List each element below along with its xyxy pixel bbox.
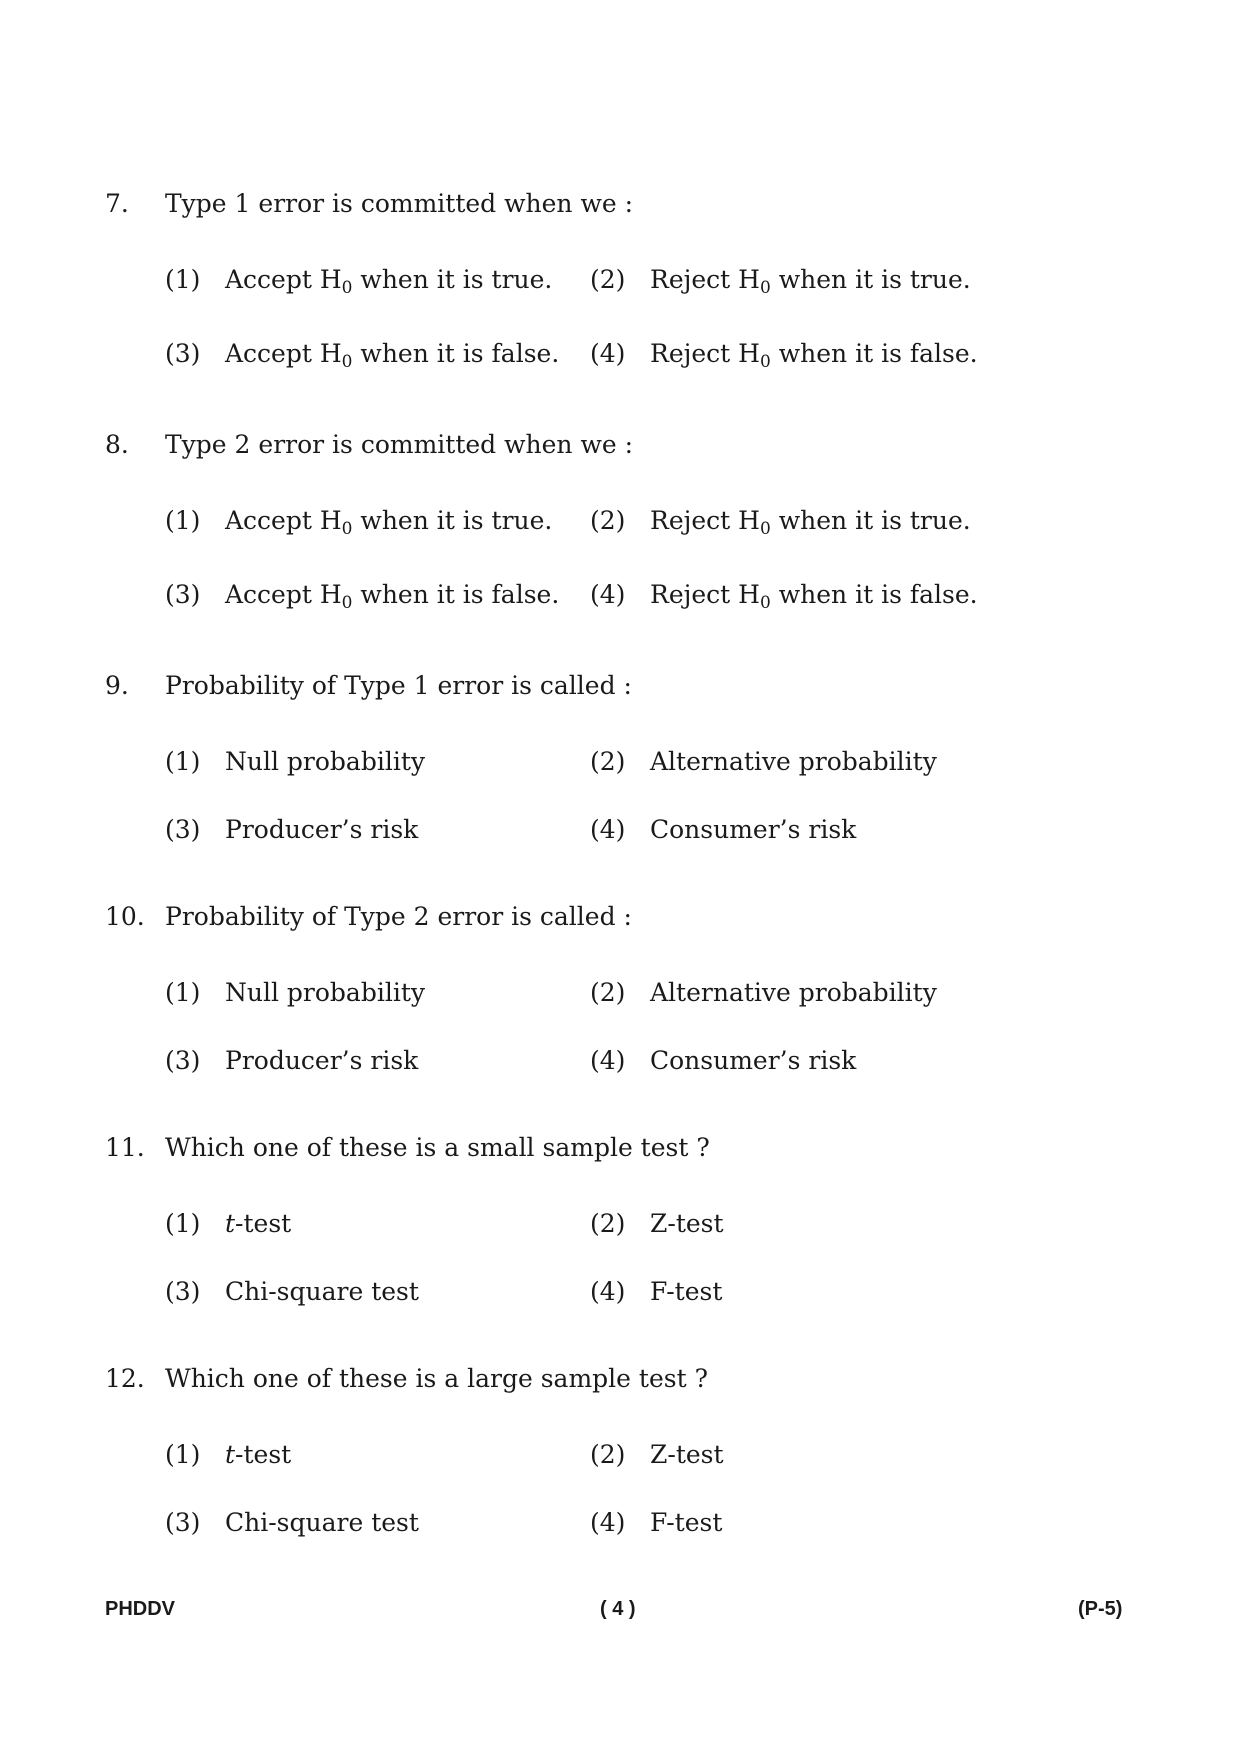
- option-number: (1): [165, 747, 201, 776]
- option-text: [225, 975, 425, 1011]
- option-label: Null probability: [225, 978, 425, 1007]
- option-number: (4): [590, 1277, 626, 1306]
- option-number: (2): [590, 1440, 626, 1469]
- option-number: (4): [590, 1046, 626, 1075]
- question-number: 10.: [105, 902, 145, 931]
- subscript: 0: [759, 278, 771, 298]
- footer-paper-code: PHDDV: [105, 1598, 176, 1620]
- option-label: Accept H: [225, 339, 342, 368]
- subscript: 0: [341, 278, 353, 298]
- option-italic-variable: t: [225, 1209, 236, 1238]
- question-number: 7.: [105, 189, 129, 218]
- option-text: [225, 262, 552, 298]
- option-text: [225, 577, 559, 613]
- option-label-suffix: when it is true.: [770, 265, 971, 294]
- option-text: [650, 577, 978, 613]
- option-label-suffix: when it is false.: [352, 580, 560, 609]
- subscript: 0: [341, 352, 353, 372]
- option-label-suffix: when it is true.: [770, 506, 971, 535]
- option-label: Z-test: [650, 1209, 724, 1238]
- option-number: (4): [590, 1508, 626, 1537]
- option-label-suffix: when it is false.: [352, 339, 560, 368]
- option-text: [225, 1043, 418, 1079]
- question-number: 12.: [105, 1364, 145, 1393]
- option-text: [650, 1505, 722, 1541]
- option-label-suffix: when it is false.: [770, 580, 978, 609]
- option-number: (4): [590, 580, 626, 609]
- option-text: [225, 812, 418, 848]
- option-text: [225, 1505, 419, 1541]
- option-label: Consumer’s risk: [650, 815, 857, 844]
- option-label: Chi-square test: [225, 1508, 419, 1537]
- option-label: Accept H: [225, 580, 342, 609]
- option-number: (3): [165, 580, 201, 609]
- subscript: 0: [759, 352, 771, 372]
- option-number: (1): [165, 978, 201, 1007]
- option-label: -test: [235, 1440, 292, 1469]
- option-number: (1): [165, 265, 201, 294]
- subscript: 0: [341, 519, 353, 539]
- option-text: [650, 1274, 722, 1310]
- option-number: (2): [590, 747, 626, 776]
- option-number: (3): [165, 1277, 201, 1306]
- option-label: Reject H: [650, 580, 760, 609]
- option-text: [225, 336, 559, 372]
- option-text: [650, 503, 971, 539]
- option-label: Consumer’s risk: [650, 1046, 857, 1075]
- option-text: [650, 1206, 724, 1242]
- question-number: 8.: [105, 430, 129, 459]
- option-text: [225, 1274, 419, 1310]
- question-text: Type 2 error is committed when we :: [165, 430, 634, 459]
- option-label-suffix: when it is true.: [352, 506, 553, 535]
- option-text: [650, 812, 856, 848]
- question-text: Which one of these is a large sample test ?: [165, 1364, 708, 1393]
- subscript: 0: [341, 593, 353, 613]
- option-label: Reject H: [650, 339, 760, 368]
- option-label: Accept H: [225, 265, 342, 294]
- question-text: Type 1 error is committed when we :: [165, 189, 634, 218]
- option-number: (4): [590, 815, 626, 844]
- option-number: (3): [165, 1046, 201, 1075]
- option-text: [650, 262, 971, 298]
- option-text: [225, 1437, 291, 1473]
- option-label: Producer’s risk: [225, 815, 419, 844]
- option-number: (2): [590, 506, 626, 535]
- option-label: Chi-square test: [225, 1277, 419, 1306]
- question-text: Which one of these is a small sample test ?: [165, 1133, 710, 1162]
- option-text: [650, 744, 937, 780]
- option-label: -test: [235, 1209, 292, 1238]
- option-number: (1): [165, 1209, 201, 1238]
- question-text: Probability of Type 1 error is called :: [165, 671, 632, 700]
- option-number: (3): [165, 815, 201, 844]
- option-label-suffix: when it is true.: [352, 265, 553, 294]
- option-label: Reject H: [650, 506, 760, 535]
- option-number: (1): [165, 506, 201, 535]
- option-number: (1): [165, 1440, 201, 1469]
- option-number: (2): [590, 1209, 626, 1238]
- option-text: [650, 1043, 856, 1079]
- option-text: [650, 336, 978, 372]
- subscript: 0: [759, 593, 771, 613]
- question-number: 9.: [105, 671, 129, 700]
- option-text: [225, 744, 425, 780]
- option-label: Alternative probability: [650, 747, 937, 776]
- question-text: Probability of Type 2 error is called :: [165, 902, 632, 931]
- option-label: Z-test: [650, 1440, 724, 1469]
- option-text: [225, 1206, 291, 1242]
- option-label: Null probability: [225, 747, 425, 776]
- option-number: (2): [590, 978, 626, 1007]
- option-text: [225, 503, 552, 539]
- option-number: (2): [590, 265, 626, 294]
- option-label: F-test: [650, 1508, 723, 1537]
- option-italic-variable: t: [225, 1440, 236, 1469]
- option-text: [650, 1437, 724, 1473]
- subscript: 0: [759, 519, 771, 539]
- option-label: Accept H: [225, 506, 342, 535]
- question-number: 11.: [105, 1133, 145, 1162]
- option-number: (4): [590, 339, 626, 368]
- option-label: Reject H: [650, 265, 760, 294]
- option-label-suffix: when it is false.: [770, 339, 978, 368]
- option-label: F-test: [650, 1277, 723, 1306]
- footer-set-code: (P-5): [1078, 1598, 1123, 1620]
- option-number: (3): [165, 1508, 201, 1537]
- option-number: (3): [165, 339, 201, 368]
- option-label: Alternative probability: [650, 978, 937, 1007]
- footer-page-number: ( 4 ): [600, 1598, 636, 1620]
- option-text: [650, 975, 937, 1011]
- option-label: Producer’s risk: [225, 1046, 419, 1075]
